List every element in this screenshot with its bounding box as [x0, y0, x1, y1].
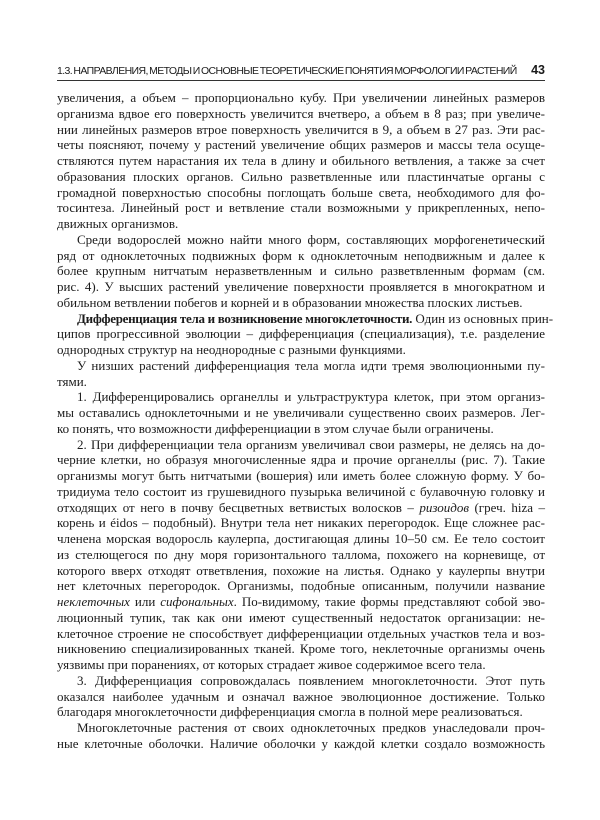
text-line: 3. Дифференциация сопровождалась появлением многоклеточности. Этот путь: [77, 672, 545, 688]
paragraph: [57, 310, 554, 358]
text-segment: отходящих от него в почву бесцветных ветвистых волосков –: [57, 499, 420, 515]
text-line: уязвимы при поранениях, от которых страдает живое содержимое всего тела.: [57, 657, 486, 672]
page-number: 43: [531, 63, 545, 77]
text-line: клеточное строение не способствует дифференциации отдельных участков тела и воз-: [57, 625, 545, 641]
text-line: членена морская водоросль каулерпа, достигающая длины 10–50 см. Ее тело состоит: [57, 531, 545, 546]
text-line: организма вдвое его поверхность увеличится вчетверо, а объем в 8 раз; при увеличе-: [57, 105, 545, 121]
text-line: нет клеточных перегородок. Организмы, подобные описанным, получили название: [57, 578, 545, 594]
running-header-title: 1.3. НАПРАВЛЕНИЯ, МЕТОДЫ И ОСНОВНЫЕ ТЕОРЕТИЧЕСКИЕ ПОНЯТИЯ МОРФОЛОГИИ РАСТЕНИЙ: [57, 65, 517, 77]
running-header: [57, 64, 545, 81]
text-line: громадной поверхностью способны поглощать больше света, необходимого для фо-: [57, 184, 545, 200]
text-line: более крупным нитчатым неразветвленным и сильно разветвленным формам (см.: [57, 263, 545, 279]
paragraph: [57, 90, 545, 232]
text-line: ко понять, что возможности дифференциации в этом случае были ограничены.: [57, 420, 494, 436]
text-line: [57, 500, 545, 516]
italic-term: неклеточных: [57, 594, 130, 609]
text-line: оказался наиболее удачным и означал важное эволюционное достижение. Только: [57, 688, 545, 704]
page-body-text: [57, 90, 554, 752]
text-line: благодаря многоклеточности дифференциация смогла в полной мере реализоваться.: [57, 704, 523, 720]
paragraph: [57, 720, 545, 752]
paragraph: [57, 389, 545, 436]
text-line: люционный тупик, так как они имеют существенный недостаток организации: не-: [57, 609, 545, 625]
text-line: четы поясняют, почему у растений увеличение общих размеров и массы тела осуще-: [57, 137, 545, 153]
text-segment: . По-видимому, такие формы представляют собой эво-: [233, 594, 545, 609]
text-line: ряд от одноклеточных подвижных форм к одноклеточным неподвижным и далее к: [57, 247, 545, 263]
paragraph: [57, 358, 545, 390]
paragraph: [57, 232, 545, 311]
text-segment: (греч. hiza –: [468, 499, 545, 515]
bold-heading: Дифференциация тела и возникновение многоклеточности.: [77, 310, 413, 326]
text-line: тридиума тело состоит из грушевидного пузырька величиной с булавочную головку и: [57, 483, 545, 499]
text-line: ные клеточные оболочки. Наличие оболочки у каждой клетки создало возможность: [57, 735, 545, 751]
text-line: [57, 594, 545, 610]
text-line: из стелющегося по дну моря горизонтального таллома, похожего на корневище, от: [57, 546, 545, 562]
text-line: однородных структур на неоднородные с разными функциями.: [57, 342, 406, 357]
text-line: обильном ветвлении побегов и корней и в образовании множества плоских листьев.: [57, 294, 523, 310]
text-line: образования плоских органов. Сильно разветвленные или пластинчатые органы с: [57, 168, 545, 184]
text-line: рис. 4). У высших растений увеличение поверхности проявляется в многократном и: [57, 279, 545, 294]
text-line: организмы могут быть нитчатыми (вошерия) или иметь более сложную форму. У бо-: [57, 468, 545, 483]
text-line: тосинтеза. Линейный рост и ветвление стали возможными у прикрепленных, непо-: [57, 200, 545, 216]
text-line: ципов прогрессивной эволюции – дифференциация (специализация), т.е. разделение: [57, 326, 545, 342]
text-line: Многоклеточные растения от своих одноклеточных предков унаследовали проч-: [77, 720, 545, 735]
text-line: ствляются путем нарастания их тела в длину и обильного ветвления, а также за счет: [57, 153, 545, 168]
paragraph: [57, 673, 545, 720]
text-line: тями.: [57, 373, 87, 389]
text-line: увеличения, а объем – пропорционально кубу. При увеличении линейных размеров: [57, 90, 545, 105]
text-line: никновению специализированных тканей. Кроме того, неклеточные организмы очень: [57, 641, 545, 657]
text-line: нии линейных размеров втрое поверхность увеличится в 9, а объем в 27 раз. Эти рас-: [57, 121, 545, 137]
text-line: черние клетки, но образуя многочисленные ядра и прочие органеллы (рис. 7). Такие: [57, 452, 545, 468]
text-line: 1. Дифференцировались органеллы и ультраструктура клеток, при этом организ-: [77, 389, 545, 405]
italic-term: сифональных: [160, 594, 234, 609]
italic-term: ризоидов: [419, 499, 469, 515]
text-segment: или: [129, 594, 161, 609]
text-segment: Один из основных прин-: [412, 310, 554, 326]
paragraph: [57, 437, 545, 673]
text-line: мы оставались одноклеточными и не увеличивали существенно своих размеров. Лег-: [57, 405, 545, 420]
text-line: корень и éidos – подобный). Внутри тела нет никаких перегородок. Еще сложнее рас-: [57, 515, 545, 531]
text-line: которого вверх отходят ответвления, похожие на листья. Однако у каулерпы внутри: [57, 562, 545, 578]
text-line: движных организмов.: [57, 216, 179, 231]
text-line: 2. При дифференциации тела организм увеличивал свои размеры, не делясь на до-: [77, 436, 545, 452]
text-line: У низших растений дифференциация тела могла идти тремя эволюционными пу-: [77, 357, 545, 373]
text-line: [57, 310, 554, 327]
text-line: Среди водорослей можно найти много форм, составляющих морфогенетический: [77, 231, 545, 247]
